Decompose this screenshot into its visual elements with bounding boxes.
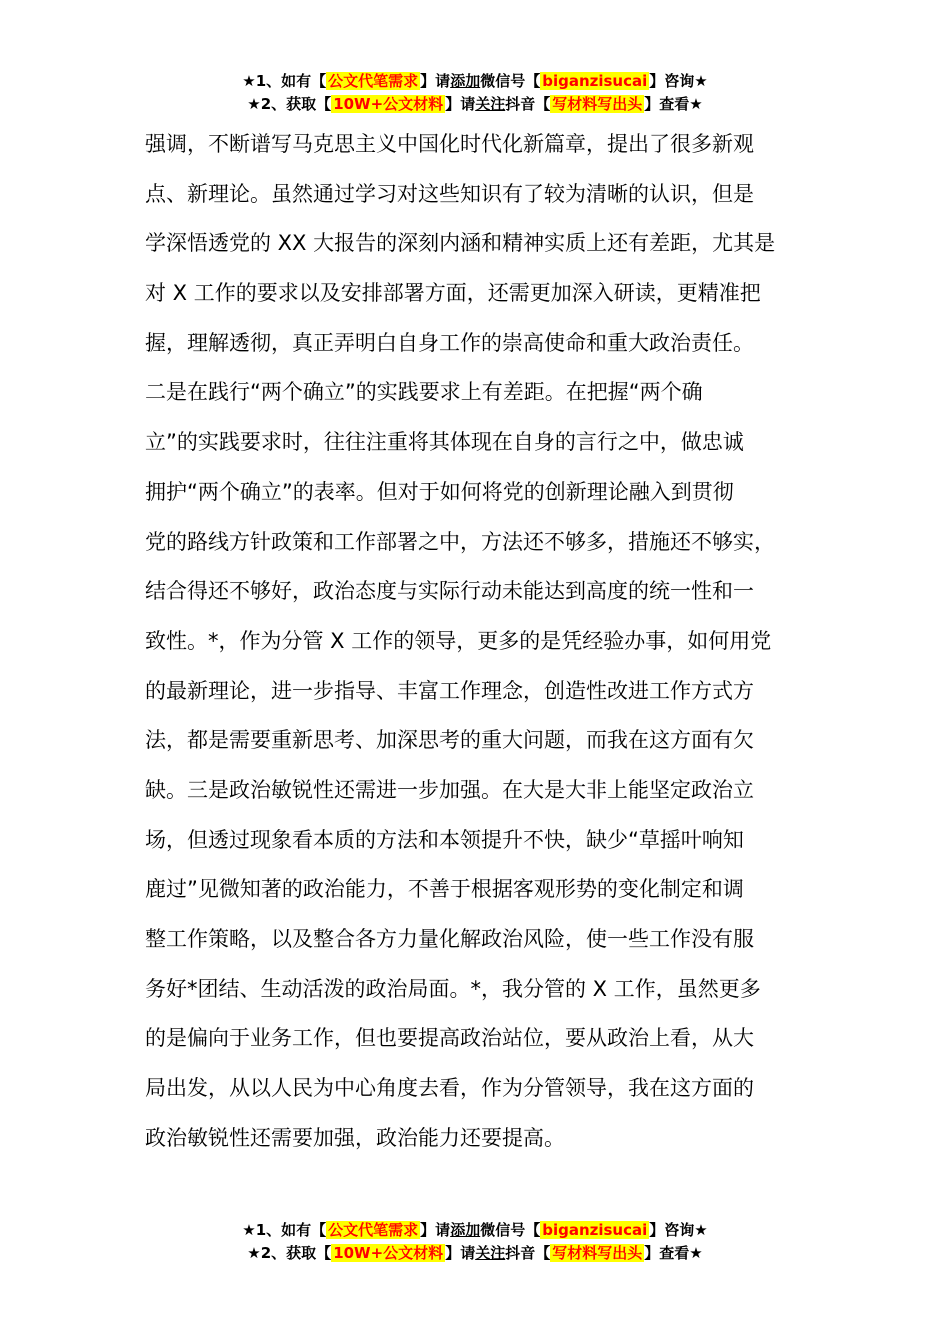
banner-line-2: [0, 1242, 950, 1265]
highlight-materials: 10W+公文材料: [333, 95, 444, 113]
body-text: [145, 120, 835, 1163]
text-line: 强调，不断谱写马克思主义中国化时代化新篇章，提出了很多新观: [145, 132, 754, 156]
emphasis-follow: 关注: [475, 1244, 506, 1262]
emphasis-add: 添加: [450, 72, 481, 90]
text-line: 党的路线方针政策和工作部署之中，方法还不够多，措施还不够实，: [145, 529, 775, 554]
text-line: 二是在践行“两个确立”的实践要求上有差距。在把握“两个确: [145, 380, 703, 405]
emphasis-follow: 关注: [475, 95, 506, 113]
banner-text: 】请: [445, 1244, 476, 1262]
text-line: 整工作策略，以及整合各方力量化解政治风险，使一些工作没有服: [145, 927, 754, 951]
text-line: 致性。*，作为分管 X 工作的领导，更多的是凭经验办事，如何用党: [145, 628, 772, 653]
banner-text: 】请: [420, 1221, 451, 1239]
banner-text: 】查看★: [644, 1244, 703, 1262]
text-line: 拥护“两个确立”的表率。但对于如何将党的创新理论融入到贯彻: [145, 479, 734, 504]
banner-text: ★1、如有【: [242, 72, 327, 90]
text-line: 对 X 工作的要求以及安排部署方面，还需更加深入研读，更精准把: [145, 281, 761, 306]
highlight-wechat-id: biganzisucai: [542, 72, 648, 90]
text-line: 学深悟透党的 XX 大报告的深刻内涵和精神实质上还有差距，尤其是: [145, 231, 776, 256]
text-line: 点、新理论。虽然通过学习对这些知识有了较为清晰的认识，但是: [145, 181, 754, 206]
text-line: 鹿过”见微知著的政治能力，不善于根据客观形势的变化制定和调: [145, 877, 744, 902]
highlight-materials: 10W+公文材料: [333, 1244, 444, 1262]
text-line: 立”的实践要求时，往往注重将其体现在自身的言行之中，做忠诚: [145, 430, 744, 455]
text-line: 局出发，从以人民为中心角度去看，作为分管领导，我在这方面的: [145, 1076, 754, 1101]
banner-text: 】查看★: [644, 95, 703, 113]
banner-line-2: [0, 93, 950, 116]
banner-text: 】咨询★: [649, 1221, 708, 1239]
header-banner: [0, 70, 950, 116]
highlight-douyin-account: 写材料写出头: [552, 95, 643, 113]
banner-text: 微信号【: [480, 1221, 541, 1239]
banner-line-1: [0, 1219, 950, 1242]
banner-text: 】请: [445, 95, 476, 113]
banner-text: ★1、如有【: [242, 1221, 327, 1239]
text-line: 务好*团结、生动活泼的政治局面。*，我分管的 X 工作，虽然更多: [145, 976, 761, 1001]
text-line: 缺。三是政治敏锐性还需进一步加强。在大是大非上能坚定政治立: [145, 777, 754, 802]
text-line: 的是偏向于业务工作，但也要提高政治站位，要从政治上看，从大: [145, 1026, 754, 1051]
banner-text: 微信号【: [480, 72, 541, 90]
highlight-douyin-account: 写材料写出头: [552, 1244, 643, 1262]
text-line: 场，但透过现象看本质的方法和本领提升不快，缺少“草摇叶响知: [145, 827, 744, 852]
text-line: 的最新理论，进一步指导、丰富工作理念，创造性改进工作方式方: [145, 678, 754, 703]
text-line: 结合得还不够好，政治态度与实际行动未能达到高度的统一性和一: [145, 579, 754, 604]
banner-text: ★2、获取【: [247, 1244, 332, 1262]
banner-text: 抖音【: [505, 1244, 551, 1262]
text-line: 握，理解透彻，真正弄明白自身工作的崇高使命和重大政治责任。: [145, 330, 754, 355]
banner-text: 】请: [420, 72, 451, 90]
emphasis-add: 添加: [450, 1221, 481, 1239]
highlight-service: 公文代笔需求: [328, 72, 419, 90]
banner-text: 抖音【: [505, 95, 551, 113]
footer-banner: [0, 1219, 950, 1265]
highlight-wechat-id: biganzisucai: [542, 1221, 648, 1239]
text-line: 法，都是需要重新思考、加深思考的重大问题，而我在这方面有欠: [145, 728, 754, 753]
banner-line-1: [0, 70, 950, 93]
banner-text: ★2、获取【: [247, 95, 332, 113]
highlight-service: 公文代笔需求: [328, 1221, 419, 1239]
banner-text: 】咨询★: [649, 72, 708, 90]
text-line: 政治敏锐性还需要加强，政治能力还要提高。: [145, 1125, 565, 1150]
